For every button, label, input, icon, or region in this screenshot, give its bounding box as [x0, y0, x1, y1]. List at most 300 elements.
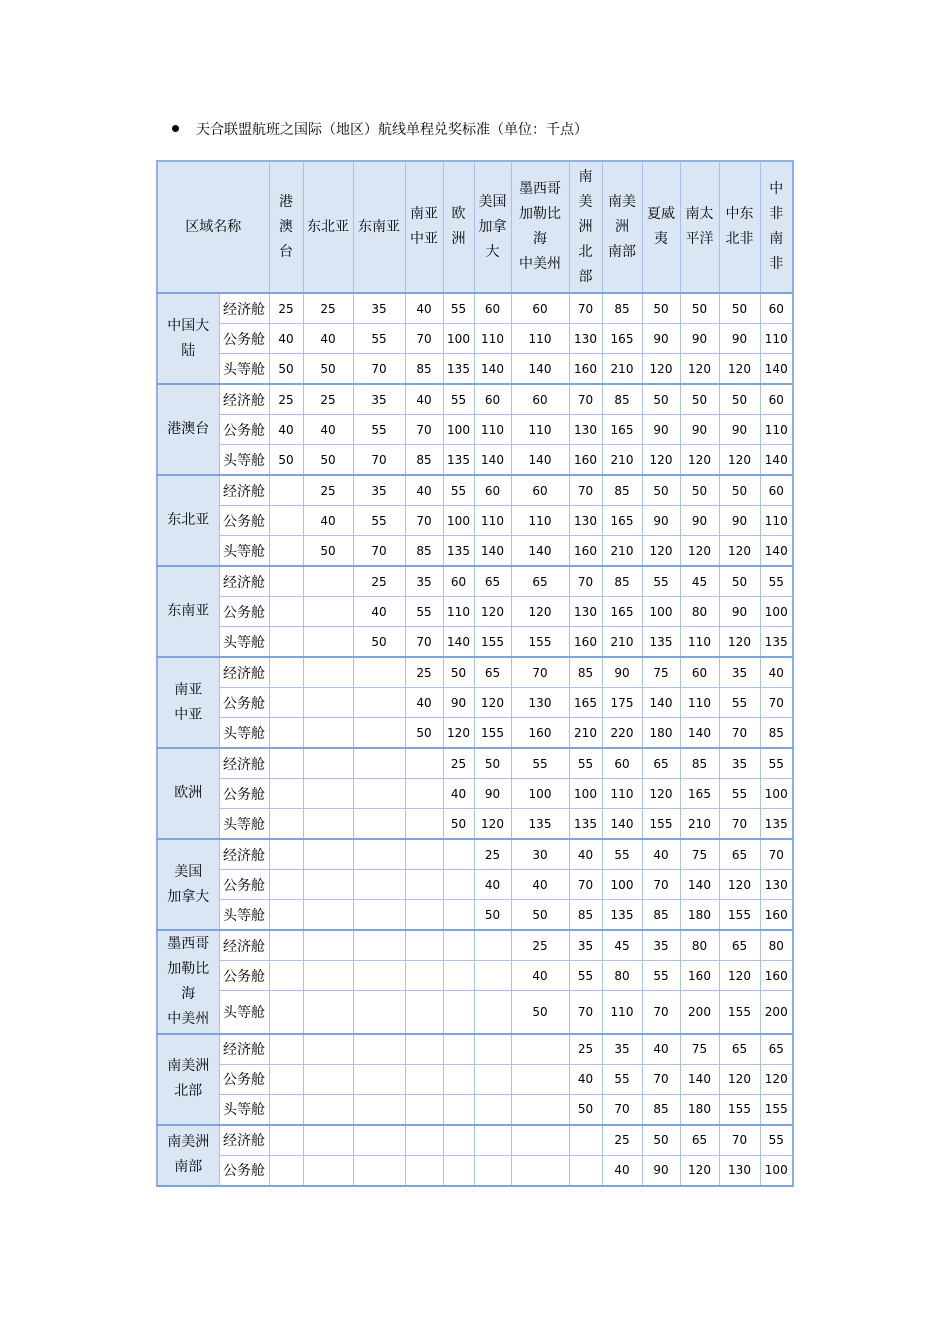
empty-cell [269, 718, 303, 749]
points-cell: 165 [569, 688, 602, 718]
points-cell: 110 [474, 415, 511, 445]
points-cell: 120 [642, 445, 680, 476]
points-cell: 110 [602, 779, 642, 809]
points-cell: 110 [680, 688, 719, 718]
empty-cell [474, 1034, 511, 1065]
points-cell: 85 [760, 718, 793, 749]
points-cell: 120 [511, 597, 569, 627]
points-cell: 135 [443, 536, 474, 567]
table-row [157, 930, 793, 961]
points-cell: 35 [569, 930, 602, 961]
points-cell: 40 [353, 597, 405, 627]
points-cell: 140 [474, 445, 511, 476]
points-cell: 50 [680, 475, 719, 506]
points-cell: 155 [642, 809, 680, 840]
table-header-row [157, 161, 793, 293]
empty-cell [569, 1155, 602, 1186]
empty-cell [303, 809, 353, 840]
cabin-class-cell: 头等舱 [219, 991, 269, 1034]
empty-cell [443, 1094, 474, 1125]
points-cell: 60 [511, 384, 569, 415]
points-cell: 80 [680, 597, 719, 627]
points-cell: 120 [680, 354, 719, 385]
points-cell: 165 [602, 597, 642, 627]
table-row [157, 1125, 793, 1156]
cabin-class-cell: 公务舱 [219, 870, 269, 900]
points-cell: 120 [474, 809, 511, 840]
points-cell: 25 [602, 1125, 642, 1156]
points-cell: 50 [511, 900, 569, 931]
column-header: 东北亚 [303, 161, 353, 293]
points-cell: 55 [511, 748, 569, 779]
points-cell: 110 [760, 324, 793, 354]
empty-cell [353, 1155, 405, 1186]
points-cell: 110 [443, 597, 474, 627]
points-cell: 75 [680, 839, 719, 870]
empty-cell [303, 597, 353, 627]
empty-cell [269, 900, 303, 931]
empty-cell [269, 1064, 303, 1094]
points-cell: 40 [474, 870, 511, 900]
points-cell: 130 [511, 688, 569, 718]
points-cell: 55 [719, 688, 760, 718]
points-cell: 160 [511, 718, 569, 749]
points-cell: 55 [760, 748, 793, 779]
region-name-cell: 美国 加拿大 [157, 839, 219, 930]
points-cell: 50 [642, 475, 680, 506]
points-cell: 120 [760, 1064, 793, 1094]
table-body [157, 293, 793, 1186]
empty-cell [269, 627, 303, 658]
column-header: 东南亚 [353, 161, 405, 293]
points-cell: 135 [443, 445, 474, 476]
points-cell: 25 [405, 657, 443, 688]
points-cell: 50 [303, 354, 353, 385]
empty-cell [474, 1064, 511, 1094]
points-cell: 155 [719, 1094, 760, 1125]
points-cell: 140 [642, 688, 680, 718]
empty-cell [474, 1125, 511, 1156]
points-cell: 140 [511, 354, 569, 385]
points-cell: 40 [642, 1034, 680, 1065]
points-cell: 110 [474, 324, 511, 354]
points-cell: 70 [719, 809, 760, 840]
region-name-cell: 港澳台 [157, 384, 219, 475]
empty-cell [405, 900, 443, 931]
points-cell: 40 [405, 384, 443, 415]
empty-cell [353, 809, 405, 840]
table-row [157, 1155, 793, 1186]
empty-cell [569, 1125, 602, 1156]
cabin-class-cell: 头等舱 [219, 536, 269, 567]
points-cell: 180 [680, 900, 719, 931]
points-cell: 50 [474, 748, 511, 779]
points-cell: 70 [353, 536, 405, 567]
empty-cell [269, 1155, 303, 1186]
points-cell: 110 [474, 506, 511, 536]
points-cell: 70 [353, 445, 405, 476]
empty-cell [269, 870, 303, 900]
cabin-class-cell: 公务舱 [219, 1155, 269, 1186]
points-cell: 70 [569, 384, 602, 415]
points-cell: 140 [511, 445, 569, 476]
empty-cell [269, 779, 303, 809]
empty-cell [511, 1155, 569, 1186]
cabin-class-cell: 经济舱 [219, 384, 269, 415]
points-cell: 65 [719, 839, 760, 870]
points-cell: 50 [511, 991, 569, 1034]
column-header: 墨西哥 加勒比 海 中美州 [511, 161, 569, 293]
points-cell: 65 [474, 566, 511, 597]
points-cell: 70 [719, 718, 760, 749]
points-cell: 100 [602, 870, 642, 900]
points-cell: 85 [602, 475, 642, 506]
bullet-icon [172, 125, 179, 132]
points-cell: 40 [602, 1155, 642, 1186]
points-cell: 50 [443, 809, 474, 840]
document-title: 天合联盟航班之国际（地区）航线单程兑奖标准（单位：千点） [196, 122, 588, 138]
empty-cell [303, 961, 353, 991]
points-cell: 200 [760, 991, 793, 1034]
table-row [157, 900, 793, 931]
points-cell: 85 [405, 536, 443, 567]
empty-cell [353, 961, 405, 991]
points-cell: 70 [353, 354, 405, 385]
points-cell: 100 [642, 597, 680, 627]
points-cell: 90 [602, 657, 642, 688]
points-cell: 140 [680, 870, 719, 900]
empty-cell [353, 1094, 405, 1125]
points-cell: 40 [443, 779, 474, 809]
points-cell: 90 [642, 506, 680, 536]
points-cell: 85 [602, 293, 642, 324]
points-cell: 30 [511, 839, 569, 870]
empty-cell [443, 991, 474, 1034]
points-cell: 130 [569, 506, 602, 536]
empty-cell [443, 961, 474, 991]
points-cell: 25 [269, 384, 303, 415]
region-name-cell: 南美洲 南部 [157, 1125, 219, 1186]
cabin-class-cell: 经济舱 [219, 839, 269, 870]
points-cell: 40 [405, 475, 443, 506]
empty-cell [353, 718, 405, 749]
empty-cell [353, 1034, 405, 1065]
points-cell: 165 [602, 324, 642, 354]
empty-cell [405, 1094, 443, 1125]
document-title-line [172, 119, 588, 139]
points-cell: 210 [602, 445, 642, 476]
empty-cell [443, 900, 474, 931]
points-cell: 70 [405, 627, 443, 658]
cabin-class-cell: 头等舱 [219, 627, 269, 658]
cabin-class-cell: 头等舱 [219, 1094, 269, 1125]
empty-cell [269, 930, 303, 961]
empty-cell [269, 748, 303, 779]
points-cell: 90 [680, 415, 719, 445]
points-cell: 120 [680, 536, 719, 567]
points-cell: 140 [474, 536, 511, 567]
empty-cell [269, 536, 303, 567]
empty-cell [269, 1034, 303, 1065]
cabin-class-cell: 头等舱 [219, 809, 269, 840]
column-header: 中东 北非 [719, 161, 760, 293]
column-header: 南太 平洋 [680, 161, 719, 293]
points-cell: 50 [642, 1125, 680, 1156]
points-cell: 40 [642, 839, 680, 870]
points-cell: 55 [602, 1064, 642, 1094]
points-cell: 90 [474, 779, 511, 809]
empty-cell [443, 870, 474, 900]
table-row [157, 839, 793, 870]
points-cell: 50 [269, 354, 303, 385]
points-cell: 140 [760, 445, 793, 476]
points-cell: 65 [474, 657, 511, 688]
table-row [157, 293, 793, 324]
points-cell: 140 [760, 536, 793, 567]
points-cell: 60 [760, 475, 793, 506]
empty-cell [269, 566, 303, 597]
region-name-header: 区域名称 [157, 161, 269, 293]
points-cell: 55 [719, 779, 760, 809]
points-cell: 110 [602, 991, 642, 1034]
points-cell: 165 [602, 506, 642, 536]
points-cell: 135 [760, 809, 793, 840]
points-cell: 25 [511, 930, 569, 961]
empty-cell [405, 748, 443, 779]
points-cell: 70 [569, 870, 602, 900]
points-cell: 120 [642, 779, 680, 809]
points-cell: 65 [719, 1034, 760, 1065]
table-row [157, 991, 793, 1034]
column-header: 南亚 中亚 [405, 161, 443, 293]
empty-cell [303, 1155, 353, 1186]
points-cell: 70 [602, 1094, 642, 1125]
points-cell: 60 [602, 748, 642, 779]
empty-cell [353, 1125, 405, 1156]
points-cell: 50 [719, 566, 760, 597]
points-cell: 40 [269, 324, 303, 354]
empty-cell [353, 748, 405, 779]
cabin-class-cell: 经济舱 [219, 566, 269, 597]
points-cell: 100 [569, 779, 602, 809]
empty-cell [303, 718, 353, 749]
column-header: 欧 洲 [443, 161, 474, 293]
cabin-class-cell: 经济舱 [219, 930, 269, 961]
points-cell: 70 [405, 506, 443, 536]
empty-cell [303, 657, 353, 688]
points-cell: 25 [569, 1034, 602, 1065]
points-cell: 55 [443, 293, 474, 324]
points-cell: 70 [569, 475, 602, 506]
points-cell: 130 [569, 324, 602, 354]
cabin-class-cell: 经济舱 [219, 1125, 269, 1156]
points-cell: 120 [443, 718, 474, 749]
table-row [157, 688, 793, 718]
points-cell: 65 [760, 1034, 793, 1065]
points-cell: 100 [760, 779, 793, 809]
empty-cell [303, 779, 353, 809]
cabin-class-cell: 公务舱 [219, 688, 269, 718]
points-cell: 155 [719, 900, 760, 931]
points-cell: 35 [642, 930, 680, 961]
points-cell: 130 [569, 597, 602, 627]
empty-cell [443, 1034, 474, 1065]
points-cell: 120 [719, 870, 760, 900]
points-cell: 40 [405, 293, 443, 324]
points-cell: 120 [680, 1155, 719, 1186]
column-header: 中 非 南 非 [760, 161, 793, 293]
points-cell: 120 [719, 536, 760, 567]
empty-cell [269, 506, 303, 536]
points-cell: 130 [760, 870, 793, 900]
empty-cell [303, 1094, 353, 1125]
table-row [157, 1034, 793, 1065]
points-cell: 25 [303, 293, 353, 324]
points-cell: 50 [642, 293, 680, 324]
table-row [157, 627, 793, 658]
points-cell: 40 [569, 839, 602, 870]
points-cell: 60 [474, 475, 511, 506]
points-cell: 40 [303, 324, 353, 354]
points-cell: 35 [353, 293, 405, 324]
points-cell: 100 [511, 779, 569, 809]
region-name-cell: 中国大 陆 [157, 293, 219, 384]
empty-cell [511, 1125, 569, 1156]
empty-cell [353, 870, 405, 900]
points-cell: 135 [642, 627, 680, 658]
points-cell: 70 [511, 657, 569, 688]
points-cell: 55 [405, 597, 443, 627]
points-cell: 50 [269, 445, 303, 476]
points-cell: 120 [474, 597, 511, 627]
points-cell: 60 [474, 384, 511, 415]
empty-cell [474, 1155, 511, 1186]
points-cell: 85 [405, 354, 443, 385]
points-cell: 165 [680, 779, 719, 809]
table-row [157, 536, 793, 567]
points-cell: 70 [405, 324, 443, 354]
points-cell: 25 [269, 293, 303, 324]
points-cell: 90 [680, 506, 719, 536]
points-cell: 50 [680, 384, 719, 415]
points-cell: 60 [680, 657, 719, 688]
cabin-class-cell: 头等舱 [219, 354, 269, 385]
points-cell: 50 [303, 445, 353, 476]
table-row [157, 475, 793, 506]
points-cell: 140 [511, 536, 569, 567]
points-cell: 90 [719, 597, 760, 627]
cabin-class-cell: 头等舱 [219, 445, 269, 476]
points-cell: 55 [642, 961, 680, 991]
points-cell: 155 [474, 627, 511, 658]
points-cell: 40 [303, 506, 353, 536]
points-cell: 120 [642, 536, 680, 567]
region-name-cell: 南美洲 北部 [157, 1034, 219, 1125]
empty-cell [405, 961, 443, 991]
empty-cell [353, 930, 405, 961]
empty-cell [443, 1155, 474, 1186]
points-cell: 180 [680, 1094, 719, 1125]
points-cell: 80 [602, 961, 642, 991]
cabin-class-cell: 经济舱 [219, 293, 269, 324]
table-row [157, 354, 793, 385]
points-cell: 25 [474, 839, 511, 870]
points-cell: 85 [569, 900, 602, 931]
cabin-class-cell: 公务舱 [219, 415, 269, 445]
points-cell: 50 [719, 384, 760, 415]
points-cell: 160 [760, 961, 793, 991]
empty-cell [269, 961, 303, 991]
points-cell: 70 [642, 991, 680, 1034]
points-cell: 110 [760, 415, 793, 445]
empty-cell [269, 809, 303, 840]
points-cell: 155 [511, 627, 569, 658]
points-cell: 35 [353, 475, 405, 506]
empty-cell [269, 839, 303, 870]
points-cell: 165 [602, 415, 642, 445]
empty-cell [474, 1094, 511, 1125]
points-cell: 135 [569, 809, 602, 840]
empty-cell [443, 1125, 474, 1156]
points-cell: 50 [353, 627, 405, 658]
points-cell: 40 [511, 870, 569, 900]
points-cell: 55 [443, 475, 474, 506]
points-cell: 110 [680, 627, 719, 658]
empty-cell [303, 688, 353, 718]
points-cell: 140 [602, 809, 642, 840]
column-header: 南 美 洲 北 部 [569, 161, 602, 293]
points-cell: 55 [642, 566, 680, 597]
empty-cell [405, 839, 443, 870]
points-cell: 120 [474, 688, 511, 718]
points-cell: 45 [602, 930, 642, 961]
points-cell: 130 [719, 1155, 760, 1186]
points-cell: 90 [642, 1155, 680, 1186]
points-cell: 35 [719, 657, 760, 688]
points-cell: 210 [680, 809, 719, 840]
table-row [157, 779, 793, 809]
points-cell: 135 [760, 627, 793, 658]
table-row [157, 718, 793, 749]
empty-cell [443, 839, 474, 870]
points-cell: 120 [719, 1064, 760, 1094]
points-cell: 55 [353, 324, 405, 354]
points-cell: 70 [642, 870, 680, 900]
table-row [157, 566, 793, 597]
points-cell: 70 [760, 839, 793, 870]
points-cell: 25 [443, 748, 474, 779]
points-cell: 40 [760, 657, 793, 688]
points-cell: 100 [760, 597, 793, 627]
points-cell: 120 [719, 627, 760, 658]
empty-cell [303, 930, 353, 961]
points-cell: 85 [680, 748, 719, 779]
empty-cell [353, 1064, 405, 1094]
cabin-class-cell: 公务舱 [219, 961, 269, 991]
points-cell: 75 [642, 657, 680, 688]
empty-cell [511, 1094, 569, 1125]
points-cell: 85 [642, 900, 680, 931]
points-cell: 160 [569, 354, 602, 385]
points-cell: 140 [443, 627, 474, 658]
points-cell: 100 [443, 324, 474, 354]
points-cell: 160 [680, 961, 719, 991]
column-header: 夏威 夷 [642, 161, 680, 293]
points-cell: 35 [719, 748, 760, 779]
table-row [157, 870, 793, 900]
redemption-table [156, 160, 794, 1187]
points-cell: 140 [474, 354, 511, 385]
